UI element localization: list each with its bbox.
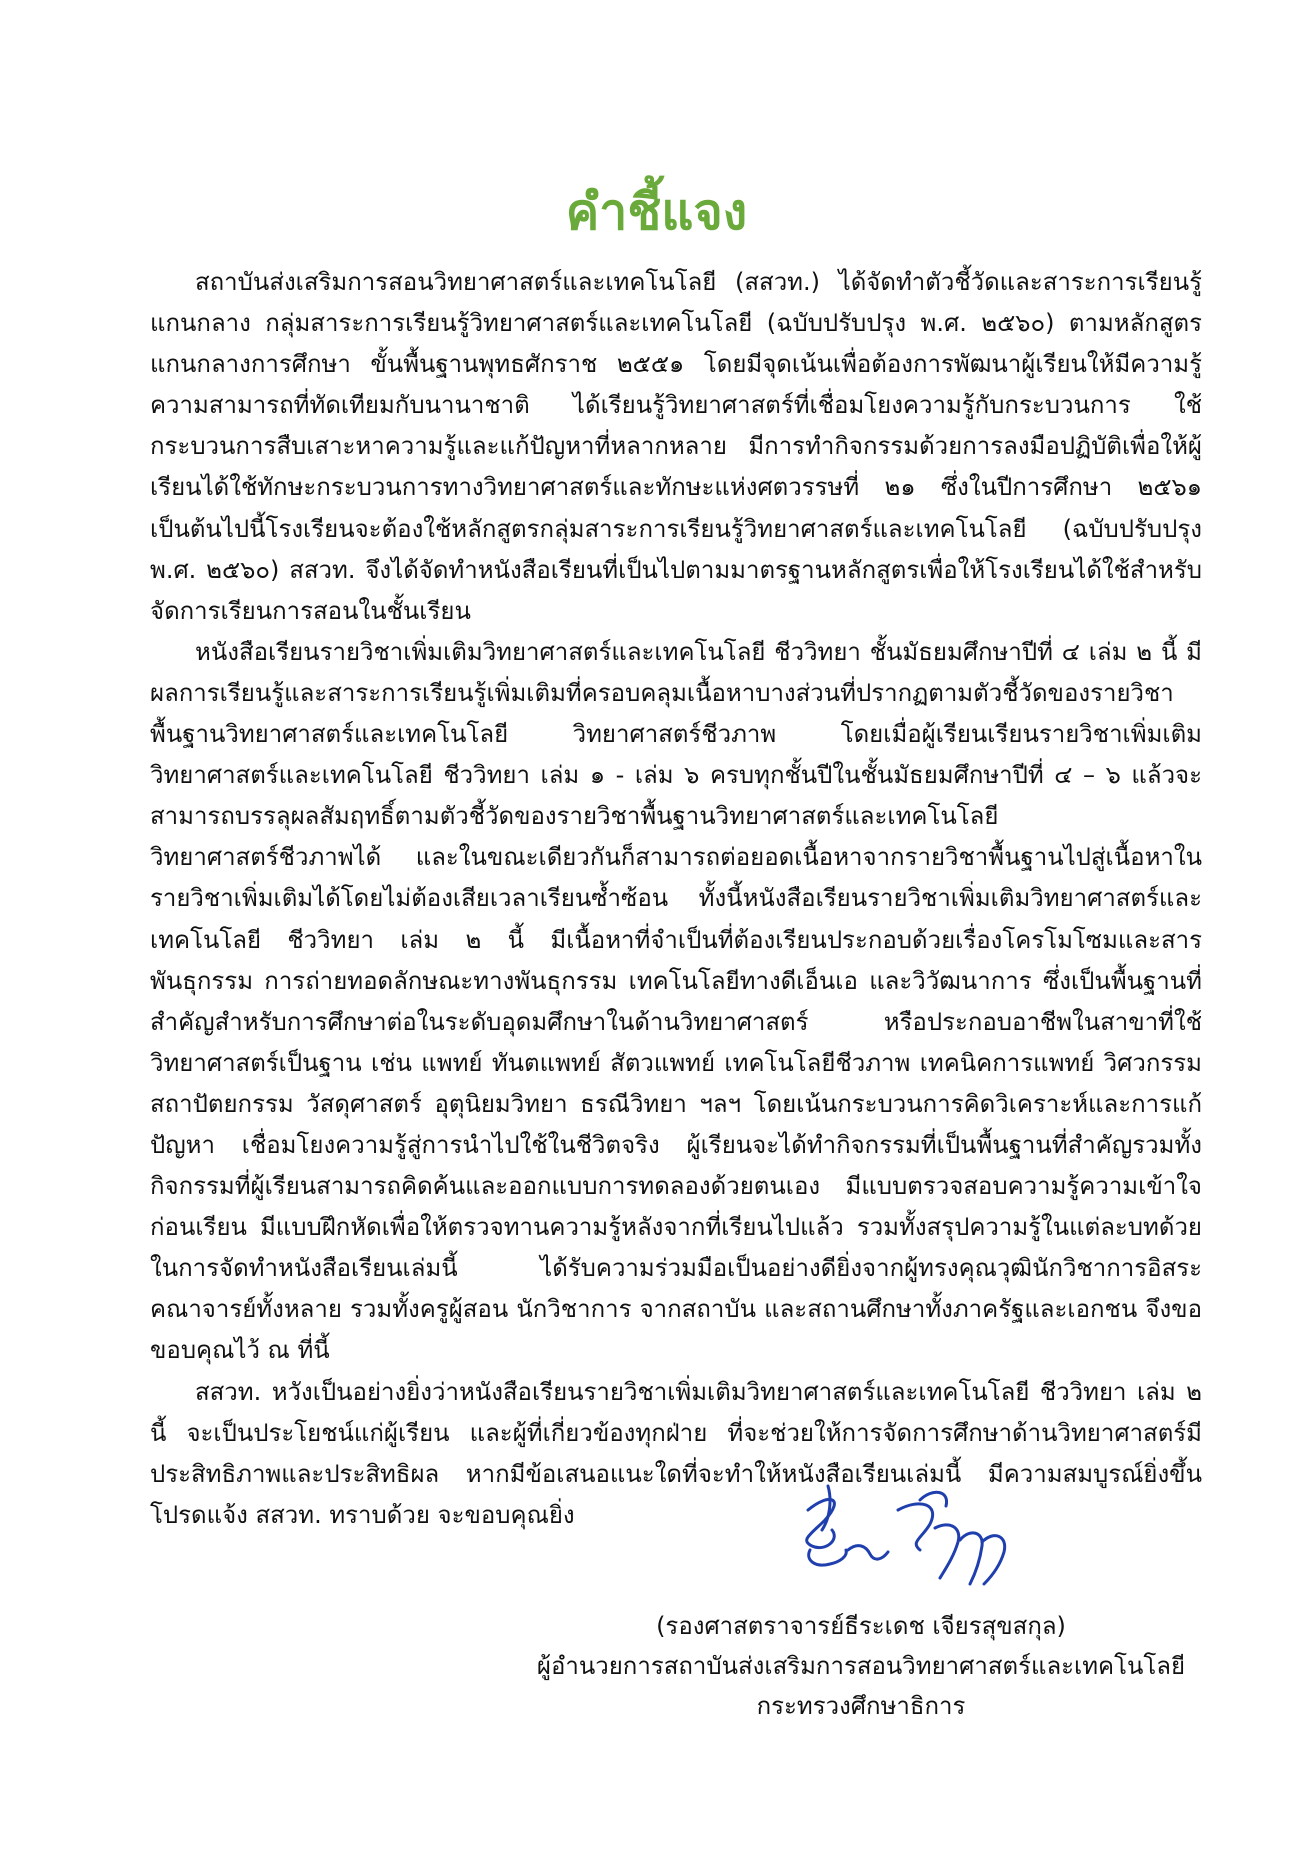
paragraph-3: สสวท. หวังเป็นอย่างยิ่งว่าหนังสือเรียนรายวิชาเพิ่มเติมวิทยาศาสตร์และเทคโนโลยี ชีววิทยา เล่ม ๒ นี้ จะเป็นประโยชน์แก่ผู้เรียน และผู้ที่เกี่ยวข้องทุกฝ่าย ที่จะช่วยให้การจัดการศึกษาด้านวิทยาศาสตร์มีประสิทธิภาพและประสิทธิผล หากมีข้อเสนอแนะใดที่จะทำให้หนังสือเรียนเล่มนี้ มีความสมบูรณ์ยิ่งขึ้นโปรดแจ้ง สสวท. ทราบด้วย จะขอบคุณยิ่ง	[150, 1377, 1202, 1529]
paragraph-1: สถาบันส่งเสริมการสอนวิทยาศาสตร์และเทคโนโลยี (สสวท.) ได้จัดทำตัวชี้วัดและสาระการเรียนรู้แกนกลาง กลุ่มสาระการเรียนรู้วิทยาศาสตร์และเทคโนโลยี (ฉบับปรับปรุง พ.ศ. ๒๕๖๐) ตามหลักสูตรแกนกลางการศึกษา ขั้นพื้นฐานพุทธศักราช ๒๕๕๑ โดยมีจุดเน้นเพื่อต้องการพัฒนาผู้เรียนให้มีความรู้ความสามารถที่ทัดเทียมกับนานาชาติ ได้เรียนรู้วิทยาศาสตร์ที่เชื่อมโยงความรู้กับกระบวนการ ใช้กระบวนการสืบเสาะหาความรู้และแก้ปัญหาที่หลากหลาย มีการทำกิจกรรมด้วยการลงมือปฏิบัติเพื่อให้ผู้เรียนได้ใช้ทักษะกระบวนการทางวิทยาศาสตร์และทักษะแห่งศตวรรษที่ ๒๑ ซึ่งในปีการศึกษา ๒๕๖๑ เป็นต้นไปนี้โรงเรียนจะต้องใช้หลักสูตรกลุ่มสาระการเรียนรู้วิทยาศาสตร์และเทคโนโลยี (ฉบับปรับปรุง พ.ศ. ๒๕๖๐) สสวท. จึงได้จัดทำหนังสือเรียนที่เป็นไปตามมาตรฐานหลักสูตรเพื่อให้โรงเรียนได้ใช้สำหรับจัดการเรียนการสอนในชั้นเรียน	[150, 268, 1202, 625]
signer-block	[520, 1606, 1202, 1726]
document-body	[150, 262, 1202, 1536]
page-title: คำชี้แจง	[565, 182, 748, 241]
paragraph-2: หนังสือเรียนรายวิชาเพิ่มเติมวิทยาศาสตร์และเทคโนโลยี ชีววิทยา ชั้นมัธยมศึกษาปีที่ ๔ เล่ม ๒ นี้ มีผลการเรียนรู้และสาระการเรียนรู้เพิ่มเติมที่ครอบคลุมเนื้อหาบางส่วนที่ปรากฏตามตัวชี้วัดของรายวิชาพื้นฐานวิทยาศาสตร์และเทคโนโลยี วิทยาศาสตร์ชีวภาพ โดยเมื่อผู้เรียนเรียนรายวิชาเพิ่มเติมวิทยาศาสตร์และเทคโนโลยี ชีววิทยา เล่ม ๑ - เล่ม ๖ ครบทุกชั้นปีในชั้นมัธยมศึกษาปีที่ ๔ – ๖ แล้วจะสามารถบรรลุผลสัมฤทธิ์ตามตัวชี้วัดของรายวิชาพื้นฐานวิทยาศาสตร์และเทคโนโลยี วิทยาศาสตร์ชีวภาพได้ และในขณะเดียวกันก็สามารถต่อยอดเนื้อหาจากรายวิชาพื้นฐานไปสู่เนื้อหาในรายวิชาเพิ่มเติมได้โดยไม่ต้องเสียเวลาเรียนซ้ำซ้อน ทั้งนี้หนังสือเรียนรายวิชาเพิ่มเติมวิทยาศาสตร์และเทคโนโลยี ชีววิทยา เล่ม ๒ นี้ มีเนื้อหาที่จำเป็นที่ต้องเรียนประกอบด้วยเรื่องโครโมโซมและสารพันธุกรรม การถ่ายทอดลักษณะทางพันธุกรรม เทคโนโลยีทางดีเอ็นเอ และวิวัฒนาการ ซึ่งเป็นพื้นฐานที่สำคัญสำหรับการศึกษาต่อในระดับอุดมศึกษาในด้านวิทยาศาสตร์ หรือประกอบอาชีพในสาขาที่ใช้วิทยาศาสตร์เป็นฐาน เช่น แพทย์ ทันตแพทย์ สัตวแพทย์ เทคโนโลยีชีวภาพ เทคนิคการแพทย์ วิศวกรรม สถาปัตยกรรม วัสดุศาสตร์ อุตุนิยมวิทยา ธรณีวิทยา ฯลฯ โดยเน้นกระบวนการคิดวิเคราะห์และการแก้ปัญหา เชื่อมโยงความรู้สู่การนำไปใช้ในชีวิตจริง ผู้เรียนจะได้ทำกิจกรรมที่เป็นพื้นฐานที่สำคัญรวมทั้งกิจกรรมที่ผู้เรียนสามารถคิดค้นและออกแบบการทดลองด้วยตนเอง มีแบบตรวจสอบความรู้ความเข้าใจก่อนเรียน มีแบบฝึกหัดเพื่อให้ตรวจทานความรู้หลังจากที่เรียนไปแล้ว รวมทั้งสรุปความรู้ในแต่ละบทด้วย ในการจัดทำหนังสือเรียนเล่มนี้ ได้รับความร่วมมือเป็นอย่างดียิ่งจากผู้ทรงคุณวุฒินักวิชาการอิสระ คณาจารย์ทั้งหลาย รวมทั้งครูผู้สอน นักวิชาการ จากสถาบัน และสถานศึกษาทั้งภาครัฐและเอกชน จึงขอขอบคุณไว้ ณ ที่นี้	[150, 637, 1202, 1365]
signer-ministry: กระทรวงศึกษาธิการ	[756, 1692, 966, 1720]
handwritten-signature	[770, 1480, 1030, 1590]
signer-name: (รองศาสตราจารย์ธีระเดช เจียรสุขสกุล)	[656, 1612, 1066, 1640]
signer-position: ผู้อำนวยการสถาบันส่งเสริมการสอนวิทยาศาสตร์และเทคโนโลยี	[536, 1652, 1186, 1680]
